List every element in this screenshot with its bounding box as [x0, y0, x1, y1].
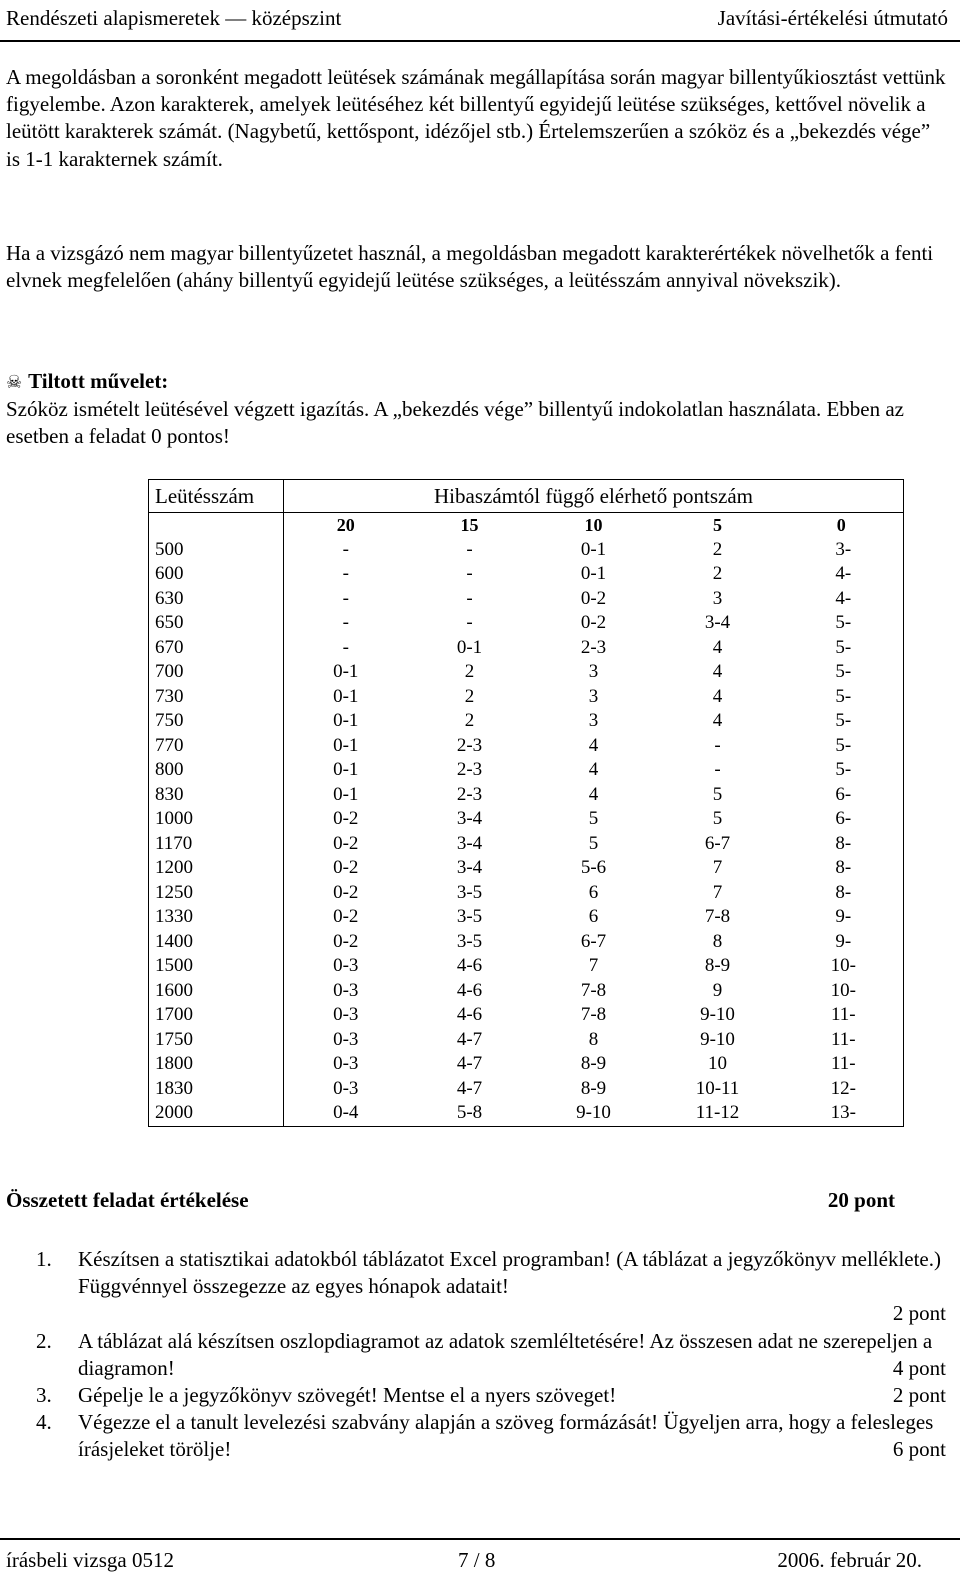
keystroke-cell: 1170	[149, 832, 284, 857]
keystroke-cell: 1200	[149, 856, 284, 881]
warning-block	[6, 368, 946, 451]
task-points: 6 pont	[892, 1437, 946, 1462]
task-item	[36, 1328, 946, 1382]
score-cell: 3-5	[456, 906, 483, 927]
table-row	[149, 685, 904, 710]
score-cell: 2-3	[456, 734, 483, 756]
keystroke-cell: 1750	[149, 1028, 284, 1053]
header-right-title: Javítási-értékelési útmutató	[717, 6, 948, 30]
footer-page-number: 7 / 8	[458, 1548, 496, 1572]
score-cell: 5	[712, 808, 723, 829]
score-cell: 5-8	[408, 1101, 532, 1126]
score-cell: -	[342, 587, 349, 609]
score-cell: -	[466, 563, 473, 584]
score-cell: 5	[588, 808, 599, 829]
keystroke-cell: 730	[149, 685, 284, 710]
error-count-blank-cell	[149, 513, 284, 538]
keystroke-cell: 1400	[149, 930, 284, 955]
score-cell: -	[466, 538, 473, 560]
score-cell: 9	[712, 979, 723, 1001]
score-cell: 4-6	[456, 979, 483, 1001]
score-cell: 8-	[780, 832, 904, 857]
score-cell: 7	[712, 881, 723, 903]
score-cell: 3	[588, 661, 599, 682]
score-cell: 5-	[780, 758, 904, 783]
task-item	[36, 1246, 946, 1328]
score-cell: 0-3	[333, 1028, 359, 1050]
table-row	[149, 587, 904, 612]
task-number: 3.	[36, 1383, 52, 1408]
table-row	[149, 709, 904, 734]
score-cell: 0-1	[456, 636, 483, 658]
task-text: Végezze el a tanult levelezési szabvány alapján a szöveg formázását! Ügyeljen arra, hogy a felesleges írásjeleket törölje!	[78, 1410, 934, 1462]
task-item	[36, 1409, 946, 1463]
header-left-title: Rendészeti alapismeretek — középszint	[6, 6, 342, 30]
task-item	[36, 1382, 946, 1409]
score-cell: 5-	[780, 709, 904, 734]
table-row	[149, 1052, 904, 1077]
score-cell: 3	[588, 710, 599, 731]
score-cell: 0-3	[333, 1004, 359, 1025]
keystroke-cell: 1000	[149, 807, 284, 832]
task-points: 2 pont	[892, 1301, 946, 1326]
score-cell: 0-3	[333, 1053, 359, 1074]
error-count-cell: 5	[713, 515, 722, 535]
table-row	[149, 1101, 904, 1126]
error-count-cell: 20	[336, 515, 355, 535]
task-points: 2 pont	[892, 1383, 946, 1408]
score-cell: 0-3	[333, 955, 359, 976]
score-cell: 3	[712, 587, 723, 609]
header-keystrokes: Leütésszám	[149, 480, 284, 513]
score-cell: 4-6	[456, 1004, 483, 1025]
score-cell: 8-	[780, 881, 904, 906]
task-number: 1.	[36, 1247, 52, 1271]
warning-title: Tiltott művelet:	[28, 369, 169, 393]
score-cell: 6-7	[704, 832, 731, 854]
score-cell: 5-	[780, 660, 904, 685]
score-cell: -	[342, 563, 349, 584]
error-count-row	[149, 513, 904, 538]
score-cell: 2	[464, 661, 475, 682]
paragraph-keyboard-layout: A megoldásban a soronként megadott leütések számának megállapítása során magyar billentyűkiosztást vettünk figyelembe. Azon karakterek, amelyek leütéséhez két billentyű egyidejű leütése szükséges, kettővel növelik a leütött karakterek számát. (Nagybetű, kettőspont, idézőjel stb.) Értelemszerűen a szóköz és a „bekezdés vége” is 1-1 karakternek számít.	[6, 65, 946, 171]
score-cell: 3-5	[456, 930, 483, 952]
score-cell: 6-	[780, 783, 904, 808]
keystroke-cell: 500	[149, 538, 284, 563]
score-table-body	[149, 480, 904, 1127]
table-row	[149, 979, 904, 1004]
page-footer	[0, 1538, 960, 1587]
score-cell: 3-4	[456, 857, 483, 878]
keystroke-cell: 1330	[149, 905, 284, 930]
score-cell: 9-10	[532, 1101, 656, 1126]
score-cell: 2	[464, 685, 475, 707]
score-cell: 4-7	[456, 1053, 483, 1074]
table-row	[149, 758, 904, 783]
score-cell: 7	[712, 857, 723, 878]
score-cell: 0-3	[333, 1077, 359, 1099]
score-cell: -	[714, 734, 721, 756]
score-cell: 0-1	[333, 734, 359, 756]
task-text: A táblázat alá készítsen oszlopdiagramot az adatok szemléltetésére! Az összesen adat ne szerepeljen a diagramon!	[78, 1328, 933, 1380]
keystroke-cell: 600	[149, 562, 284, 587]
score-cell: 4-	[780, 562, 904, 587]
score-cell: 0-1	[333, 759, 359, 780]
score-cell: 7-8	[704, 906, 731, 927]
score-cell: 4	[588, 734, 599, 756]
score-cell: 10-11	[695, 1077, 740, 1099]
score-cell: 10-	[780, 954, 904, 979]
score-cell: 0-2	[333, 832, 359, 854]
score-cell: 11-12	[656, 1101, 780, 1126]
score-cell: 8	[712, 930, 723, 952]
keystroke-cell: 1830	[149, 1077, 284, 1102]
score-cell: 8-9	[580, 1077, 607, 1099]
score-cell: 0-2	[333, 857, 359, 878]
keystroke-cell: 700	[149, 660, 284, 685]
score-cell: 3-4	[456, 832, 483, 854]
score-cell: 8	[588, 1028, 599, 1050]
keystroke-cell: 670	[149, 636, 284, 661]
table-row	[149, 538, 904, 563]
warning-text: Szóköz ismételt leütésével végzett igazítás. A „bekezdés vége” billentyű indokolatlan használata. Ebben az esetben a feladat 0 pontos!	[6, 397, 904, 449]
score-cell: -	[466, 612, 473, 633]
score-cell: -	[342, 612, 349, 633]
skull-icon: ☠	[6, 372, 23, 392]
table-row	[149, 930, 904, 955]
keystroke-cell: 1800	[149, 1052, 284, 1077]
score-cell: 3-4	[456, 808, 483, 829]
table-row	[149, 562, 904, 587]
score-cell: 5-	[780, 636, 904, 661]
score-cell: 2-3	[456, 783, 483, 805]
score-cell: 4	[712, 636, 723, 658]
table-row	[149, 611, 904, 636]
score-cell: 6-	[780, 807, 904, 832]
keystroke-cell: 1700	[149, 1003, 284, 1028]
keystroke-cell: 1600	[149, 979, 284, 1004]
score-cell: -	[714, 759, 721, 780]
score-cell: 2	[712, 538, 723, 560]
score-table	[148, 479, 904, 1127]
footer-date: 2006. február 20.	[777, 1548, 922, 1572]
task-text: Gépelje le a jegyzőkönyv szövegét! Mentse el a nyers szöveget!	[78, 1383, 617, 1408]
keystroke-cell: 2000	[149, 1101, 284, 1126]
score-cell: 0-1	[333, 685, 359, 707]
task-text: Készítsen a statisztikai adatokból táblázatot Excel programban! (A táblázat a jegyzőkönyv melléklete.) Függvénnyel összegezze az egyes hónapok adatait!	[78, 1247, 941, 1299]
keystroke-cell: 1500	[149, 954, 284, 979]
score-cell: 3-	[780, 538, 904, 563]
keystroke-cell: 1250	[149, 881, 284, 906]
score-cell: 11-	[780, 1052, 904, 1077]
page-header	[0, 0, 960, 42]
score-cell: -	[342, 538, 349, 560]
score-cell: 6	[588, 881, 599, 903]
score-cell: 0-2	[333, 808, 359, 829]
score-cell: 11-	[780, 1003, 904, 1028]
score-cell: 0-2	[333, 881, 359, 903]
score-cell: 13-	[780, 1101, 904, 1126]
score-cell: -	[466, 587, 473, 609]
score-cell: 9-	[780, 905, 904, 930]
table-row	[149, 832, 904, 857]
score-cell: 9-10	[700, 1028, 735, 1050]
keystroke-cell: 770	[149, 734, 284, 759]
score-cell: 10	[708, 1053, 727, 1074]
score-cell: 0-1	[580, 538, 607, 560]
score-cell: 0-1	[333, 661, 359, 682]
score-cell: 6	[588, 906, 599, 927]
score-cell: 3-4	[704, 612, 731, 633]
score-cell: 0-1	[333, 783, 359, 805]
score-cell: 2-3	[580, 636, 607, 658]
score-cell: 0-2	[333, 906, 359, 927]
score-cell: 8-	[780, 856, 904, 881]
error-count-cell: 15	[460, 515, 479, 535]
error-count-cell: 0	[780, 513, 904, 538]
keystroke-cell: 630	[149, 587, 284, 612]
task-number: 4.	[36, 1410, 52, 1435]
score-cell: 3-5	[456, 881, 483, 903]
score-cell: 5-	[780, 734, 904, 759]
table-row	[149, 881, 904, 906]
score-cell: 5-	[780, 685, 904, 710]
footer-exam: írásbeli vizsga 0512	[6, 1548, 174, 1572]
score-cell: 2	[464, 710, 475, 731]
warning-heading	[6, 368, 946, 396]
score-cell: 0-2	[333, 930, 359, 952]
header-points: Hibaszámtól függő elérhető pontszám	[284, 480, 904, 513]
score-cell: 0-4	[284, 1101, 408, 1126]
score-cell: 4	[712, 685, 723, 707]
table-row	[149, 636, 904, 661]
score-cell: 5	[588, 832, 599, 854]
keystroke-cell: 650	[149, 611, 284, 636]
task-list	[36, 1246, 946, 1464]
keystroke-cell: 750	[149, 709, 284, 734]
score-cell: 0-3	[333, 979, 359, 1001]
score-cell: 4	[588, 759, 599, 780]
table-row	[149, 734, 904, 759]
paragraph-foreign-keyboard: Ha a vizsgázó nem magyar billentyűzetet használ, a megoldásban megadott karakterértékek növelhetők a fenti elvnek megfelelően (ahány billentyű egyidejű leütése szükséges, a leütésszám annyival növekszik).	[6, 241, 934, 293]
evaluation-title: Összetett feladat értékelése	[6, 1188, 249, 1212]
score-cell: 4	[712, 661, 723, 682]
score-cell: 8-9	[580, 1053, 607, 1074]
score-cell: 7	[588, 955, 599, 976]
score-cell: 4	[712, 710, 723, 731]
score-cell: 7-8	[580, 979, 607, 1001]
task-points: 4 pont	[892, 1355, 946, 1380]
score-cell: 0-2	[580, 587, 607, 609]
table-row	[149, 856, 904, 881]
table-row	[149, 660, 904, 685]
score-cell: 5-	[780, 611, 904, 636]
score-cell: 4-	[780, 587, 904, 612]
score-cell: 9-	[780, 930, 904, 955]
score-cell: 2-3	[456, 759, 483, 780]
score-cell: 4	[588, 783, 599, 805]
score-cell: 7-8	[580, 1004, 607, 1025]
score-cell: 11-	[780, 1028, 904, 1053]
table-row	[149, 905, 904, 930]
table-row	[149, 1077, 904, 1102]
score-cell: 2	[712, 563, 723, 584]
score-cell: 0-1	[580, 563, 607, 584]
score-cell: 5-6	[580, 857, 607, 878]
score-cell: 6-7	[580, 930, 607, 952]
table-row	[149, 783, 904, 808]
table-row	[149, 807, 904, 832]
score-cell: 5	[712, 783, 723, 805]
score-cell: -	[342, 636, 349, 658]
score-cell: 8-9	[704, 955, 731, 976]
score-cell: 4-7	[456, 1028, 483, 1050]
table-row	[149, 954, 904, 979]
task-number: 2.	[36, 1328, 52, 1353]
score-cell: 0-2	[580, 612, 607, 633]
table-row	[149, 1028, 904, 1053]
score-cell: 12-	[780, 1077, 904, 1102]
score-cell: 4-7	[456, 1077, 483, 1099]
error-count-cell: 10	[584, 515, 603, 535]
keystroke-cell: 830	[149, 783, 284, 808]
evaluation-heading	[6, 1188, 941, 1213]
keystroke-cell: 800	[149, 758, 284, 783]
score-cell: 4-6	[456, 955, 483, 976]
table-row	[149, 1003, 904, 1028]
evaluation-total: 20 pont	[827, 1188, 895, 1212]
score-cell: 0-1	[333, 710, 359, 731]
score-cell: 3	[588, 685, 599, 707]
score-cell: 9-10	[700, 1004, 735, 1025]
score-cell: 10-	[780, 979, 904, 1004]
table-header-row	[149, 480, 904, 513]
